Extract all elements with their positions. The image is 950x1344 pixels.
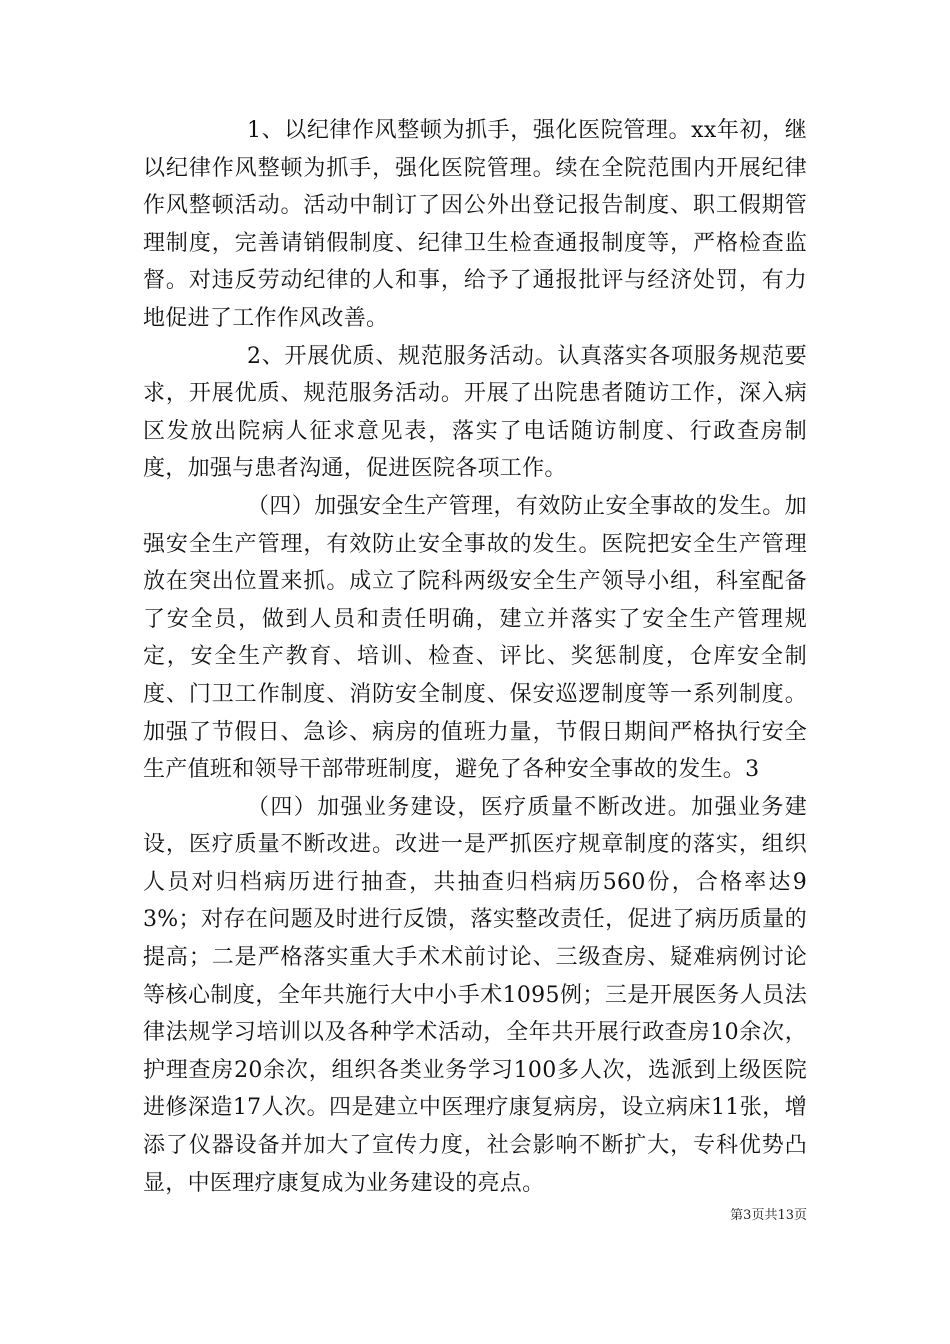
paragraph-service: 2、开展优质、规范服务活动。认真落实各项服务规范要求，开展优质、规范服务活动。开展了出院患者随访工作，深入病区发放出院病人征求意见表，落实了电话随访制度、行政查房制度，加强与患者沟通，促进医院各项工作。 (143, 343, 807, 482)
paragraph-quality: （四）加强业务建设，医疗质量不断改进。加强业务建设，医疗质量不断改进。改进一是严抓医疗规章制度的落实，组织人员对归档病历进行抽查，共抽查归档病历560份，合格率达93%；对存在问题及时进行反馈，落实整改责任，促进了病历质量的提高；二是严格落实重大手术术前讨论、三级查房、疑难病例讨论等核心制度，全年共施行大中小手术1095例；三是开展医务人员法律法规学习培训以及各种学术活动，全年共开展行政查房10余次，护理查房20余次，组织各类业务学习100多人次，选派到上级医院进修深造17人次。四是建立中医理疗康复病房，设立病床11张，增添了仪器设备并加大了宣传力度，社会影响不断扩大，专科优势凸显，中医理疗康复成为业务建设的亮点。 (143, 794, 807, 1196)
paragraph-safety: （四）加强安全生产管理，有效防止安全事故的发生。加强安全生产管理，有效防止安全事故的发生。医院把安全生产管理放在突出位置来抓。成立了院科两级安全生产领导小组，科室配备了安全员，做到人员和责任明确，建立并落实了安全生产管理规定，安全生产教育、培训、检查、评比、奖惩制度，仓库安全制度、门卫工作制度、消防安全制度、保安巡逻制度等一系列制度。加强了节假日、急诊、病房的值班力量，节假日期间严格执行安全生产值班和领导干部带班制度，避免了各种安全事故的发生。3 (143, 493, 807, 783)
paragraph-discipline: 1、以纪律作风整顿为抓手，强化医院管理。xx年初，继以纪律作风整顿为抓手，强化医院管理。续在全院范围内开展纪律作风整顿活动。活动中制订了因公外出登记报告制度、职工假期管理制度，完善请销假制度、纪律卫生检查通报制度等，严格检查监督。对违反劳动纪律的人和事，给予了通报批评与经济处罚，有力地促进了工作作风改善。 (143, 118, 807, 331)
page-number-footer: 第3页共13页 (730, 1208, 807, 1223)
document-body (143, 112, 807, 1202)
